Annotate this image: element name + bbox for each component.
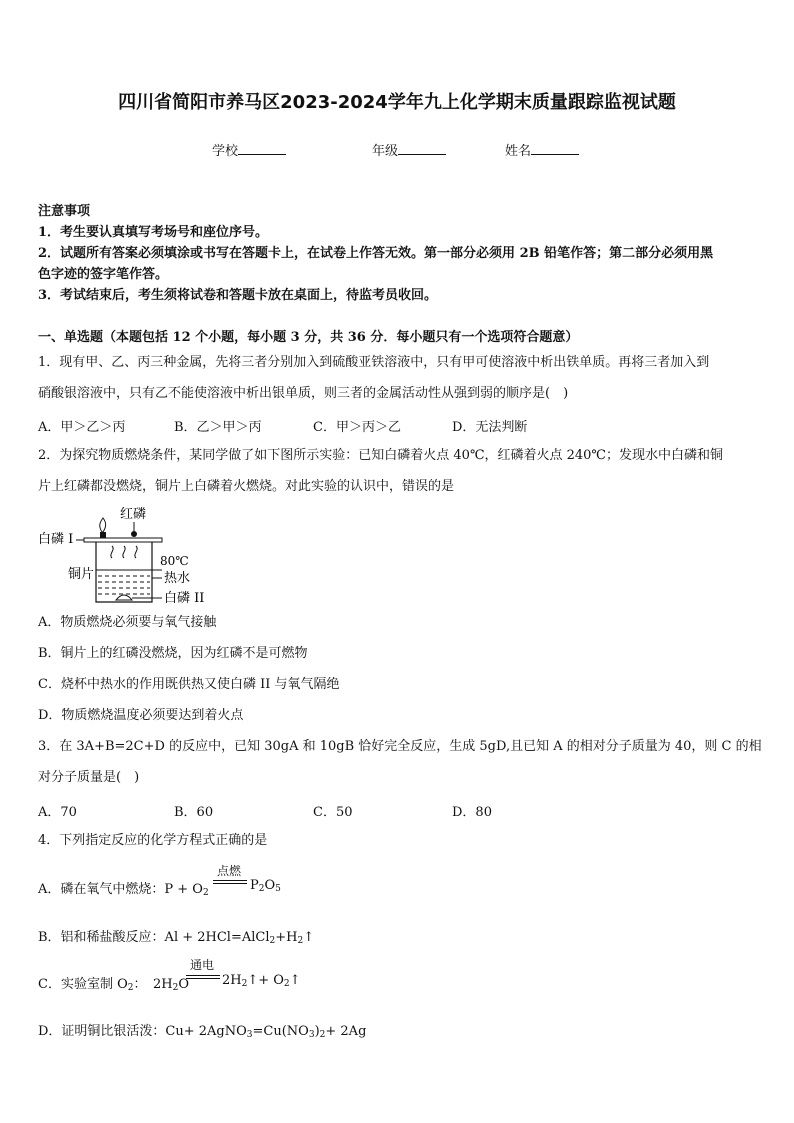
q1-option-a[interactable]: A．甲＞乙＞丙 — [38, 420, 126, 435]
notice-heading: 注意事项 — [38, 204, 91, 219]
q1-stem: 1．现有甲、乙、丙三种金属，先将三者分别加入到硫酸亚铁溶液中，只有甲可使溶液中析出铁单质。再将三者加入到 — [38, 355, 710, 370]
name-field: 姓名 — [505, 140, 579, 159]
label-red-phosphorus: 红磷 — [120, 507, 147, 522]
q3-option-d[interactable]: D．80 — [452, 805, 492, 820]
q3-stem: 对分子质量是( ) — [38, 770, 140, 785]
school-field: 学校 — [212, 140, 286, 159]
q2-stem: 片上红磷都没燃烧，铜片上白磷着火燃烧。对此实验的认识中，错误的是 — [38, 479, 455, 494]
q3-stem: 3．在 3A+B=2C+D 的反应中，已知 30gA 和 10gB 恰好完全反应，生成 5gD,且已知 A 的相对分子质量为 40，则 C 的相 — [38, 739, 762, 754]
white-phosphorus-1-shape — [100, 532, 106, 538]
flame-icon — [100, 518, 106, 532]
q2-option-d[interactable]: D．物质燃烧温度必须要达到着火点 — [38, 708, 244, 723]
notice-item: 2．试题所有答案必须填涂或书写在答题卡上，在试卷上作答无效。第一部分必须用 2B 铅笔作答；第二部分必须用黑 — [38, 246, 714, 261]
grade-blank[interactable] — [398, 142, 446, 155]
label-white-phosphorus-2: 白磷 II — [164, 591, 205, 606]
q4-a-condition: 点燃 — [217, 864, 242, 878]
q4-c-condition: 通电 — [190, 958, 215, 972]
q3-option-b[interactable]: B．60 — [174, 805, 214, 820]
copper-sheet-shape — [84, 538, 162, 542]
q4-option-b[interactable]: B．铝和稀盐酸反应：$Al + 2HCl=AlCl_2+H_2↑$ — [38, 930, 315, 946]
q1-option-c[interactable]: C．甲＞丙＞乙 — [313, 420, 401, 435]
q4-a-product: $P_2O_5$ — [250, 878, 281, 894]
q4-c-product: $2H_2↑+$ $O_2↑$ — [222, 973, 301, 989]
label-copper-sheet: 铜片 — [68, 567, 95, 582]
notice-item: 1．考生要认真填写考场号和座位序号。 — [38, 225, 269, 240]
school-blank[interactable] — [238, 142, 286, 155]
combustion-experiment-diagram — [36, 504, 236, 608]
notice-item: 色字迹的签字笔作答。 — [38, 267, 169, 282]
q4-option-c[interactable]: C．实验室制 $O_2$： $2H_2O$ — [38, 977, 189, 993]
q2-stem: 2．为探究物质燃烧条件，某同学做了如下图所示实验：已知白磷着火点 40℃，红磷着火点 240℃；发现水中白磷和铜 — [38, 448, 723, 463]
label-hot-water: 热水 — [164, 571, 191, 586]
name-blank[interactable] — [531, 142, 579, 155]
q1-stem: 硝酸银溶液中，只有乙不能使溶液中析出银单质，则三者的金属活动性从强到弱的顺序是( ) — [38, 386, 569, 401]
q4-stem: 4．下列指定反应的化学方程式正确的是 — [38, 833, 268, 848]
grade-field: 年级 — [372, 140, 446, 159]
section-heading: 一、单选题（本题包括 12 个小题，每小题 3 分，共 36 分．每小题只有一个选项符合题意） — [38, 330, 579, 345]
q1-option-d[interactable]: D．无法判断 — [452, 420, 528, 435]
notice-item: 3．考试结束后，考生须将试卷和答题卡放在桌面上，待监考员收回。 — [38, 288, 438, 303]
label-white-phosphorus-1: 白磷 I — [38, 532, 74, 547]
q4-option-d[interactable]: D．证明铜比银活泼：$Cu+ 2AgNO_3=Cu(NO_3)_2+ 2Ag$ — [38, 1024, 367, 1040]
q2-option-b[interactable]: B．铜片上的红磷没燃烧，因为红磷不是可燃物 — [38, 646, 308, 661]
q3-option-a[interactable]: A．70 — [38, 805, 77, 820]
page-title: 四川省简阳市养马区2023-2024学年九上化学期末质量跟踪监视试题 — [118, 92, 676, 113]
q2-option-a[interactable]: A．物质燃烧必须要与氧气接触 — [38, 615, 217, 630]
q1-option-b[interactable]: B．乙＞甲＞丙 — [174, 420, 262, 435]
q4-option-a[interactable]: A．磷在氧气中燃烧：$P + O_2$ — [38, 882, 209, 898]
q2-option-c[interactable]: C．烧杯中热水的作用既供热又使白磷 II 与氧气隔绝 — [38, 677, 340, 692]
white-phosphorus-2-shape — [116, 595, 132, 600]
red-phosphorus-shape — [131, 531, 137, 537]
label-temperature: 80℃ — [160, 554, 189, 568]
q3-option-c[interactable]: C．50 — [313, 805, 353, 820]
